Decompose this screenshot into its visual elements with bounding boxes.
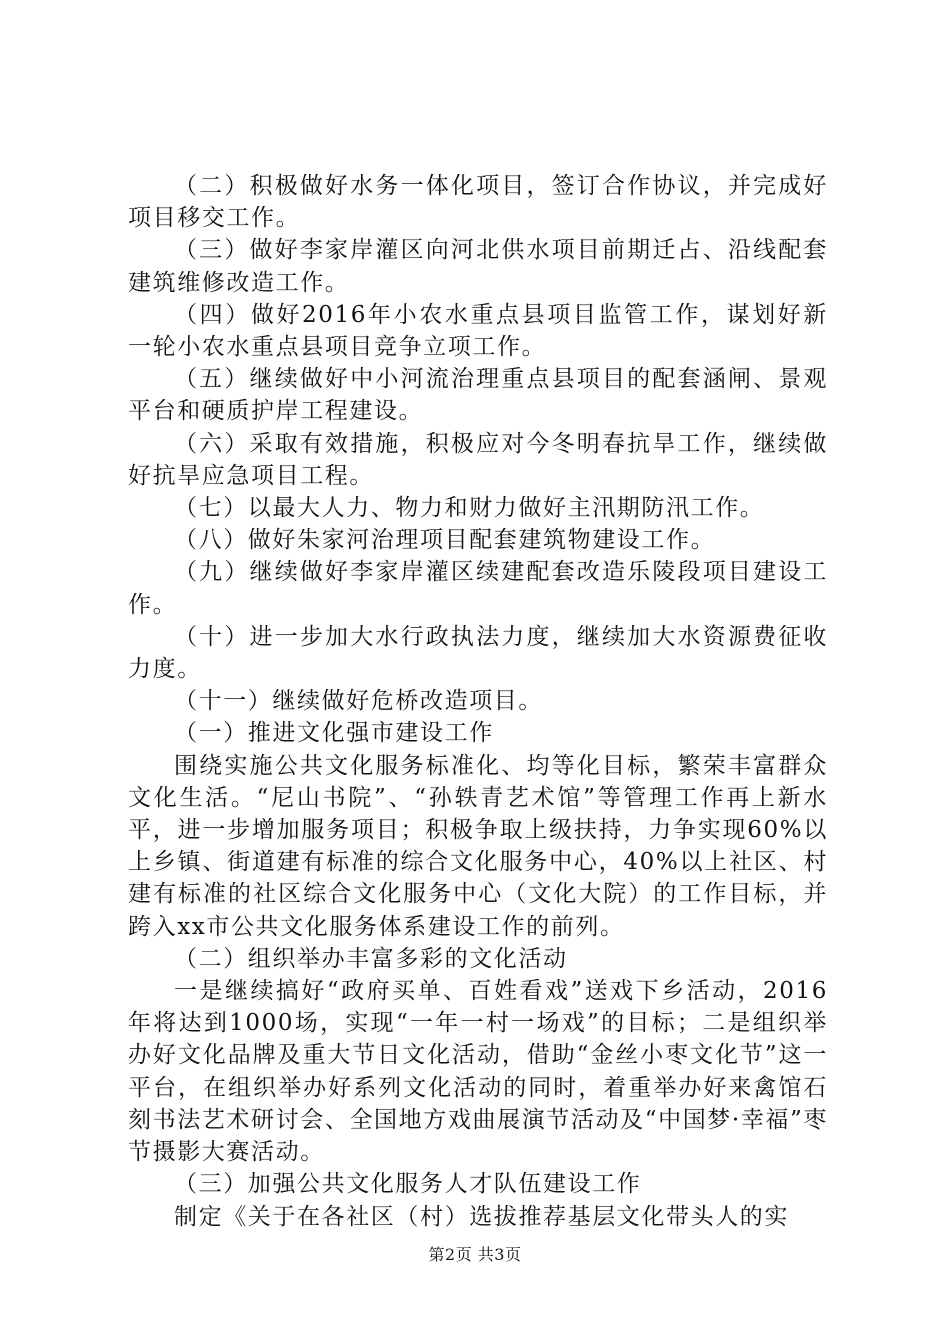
section-heading-talent-team: （三）加强公共文化服务人才队伍建设工作 bbox=[174, 1171, 642, 1198]
paragraph-item-10: （十）进一步加大水行政执法力度，继续加大水资源费征收力度。 bbox=[128, 623, 828, 683]
paragraph-item-3: （三）做好李家岸灌区向河北供水项目前期迁占、沿线配套建筑维修改造工作。 bbox=[128, 237, 828, 296]
paragraph-item-9: （九）继续做好李家岸灌区续建配套改造乐陵段项目建设工作。 bbox=[128, 559, 828, 618]
paragraph-item-6: （六）采取有效措施，积极应对今冬明春抗旱工作，继续做好抗旱应急项目工程。 bbox=[128, 430, 828, 489]
section-heading-cultural-activities: （二）组织举办丰富多彩的文化活动 bbox=[174, 945, 568, 972]
paragraph-culture-city: 围绕实施公共文化服务标准化、均等化目标，繁荣丰富群众文化生活。“尼山书院”、“孙轶青艺术馆”等管理工作再上新水平，进一步增加服务项目；积极争取上级扶持，力争实现60%以上乡镇、街道建有标准的综合文化服务中心，40%以上社区、村建有标准的社区综合文化服务中心（文化大院）的工作目标，并跨入xx市公共文化服务体系建设工作的前列。 bbox=[128, 752, 828, 940]
paragraph-item-5: （五）继续做好中小河流治理重点县项目的配套涵闸、景观平台和硬质护岸工程建设。 bbox=[128, 366, 828, 425]
paragraph-item-2: （二）积极做好水务一体化项目，签订合作协议，并完成好项目移交工作。 bbox=[128, 173, 828, 232]
paragraph-item-4: （四）做好2016年小农水重点县项目监管工作，谋划好新一轮小农水重点县项目竞争立项工作。 bbox=[128, 301, 828, 361]
section-heading-culture-city: （一）推进文化强市建设工作 bbox=[174, 720, 494, 747]
paragraph-item-8: （八）做好朱家河治理项目配套建筑物建设工作。 bbox=[174, 527, 716, 554]
paragraph-item-7: （七）以最大人力、物力和财力做好主汛期防汛工作。 bbox=[174, 495, 765, 522]
paragraph-cultural-activities: 一是继续搞好“政府买单、百姓看戏”送戏下乡活动，2016年将达到1000场，实现“一年一村一场戏”的目标；二是组织举办好文化品牌及重大节日文化活动，借助“金丝小枣文化节”这一平台，在组织举办好系列文化活动的同时，着重举办好来禽馆石刻书法艺术研讨会、全国地方戏曲展演节活动及“中国梦·幸福”枣节摄影大赛活动。 bbox=[128, 978, 828, 1166]
paragraph-item-11: （十一）继续做好危桥改造项目。 bbox=[174, 688, 543, 715]
page-footer: 第2页 共3页 bbox=[428, 1245, 522, 1264]
paragraph-talent-team: 制定《关于在各社区（村）选拔推荐基层文化带头人的实 bbox=[174, 1203, 789, 1230]
document-body bbox=[128, 170, 828, 1233]
